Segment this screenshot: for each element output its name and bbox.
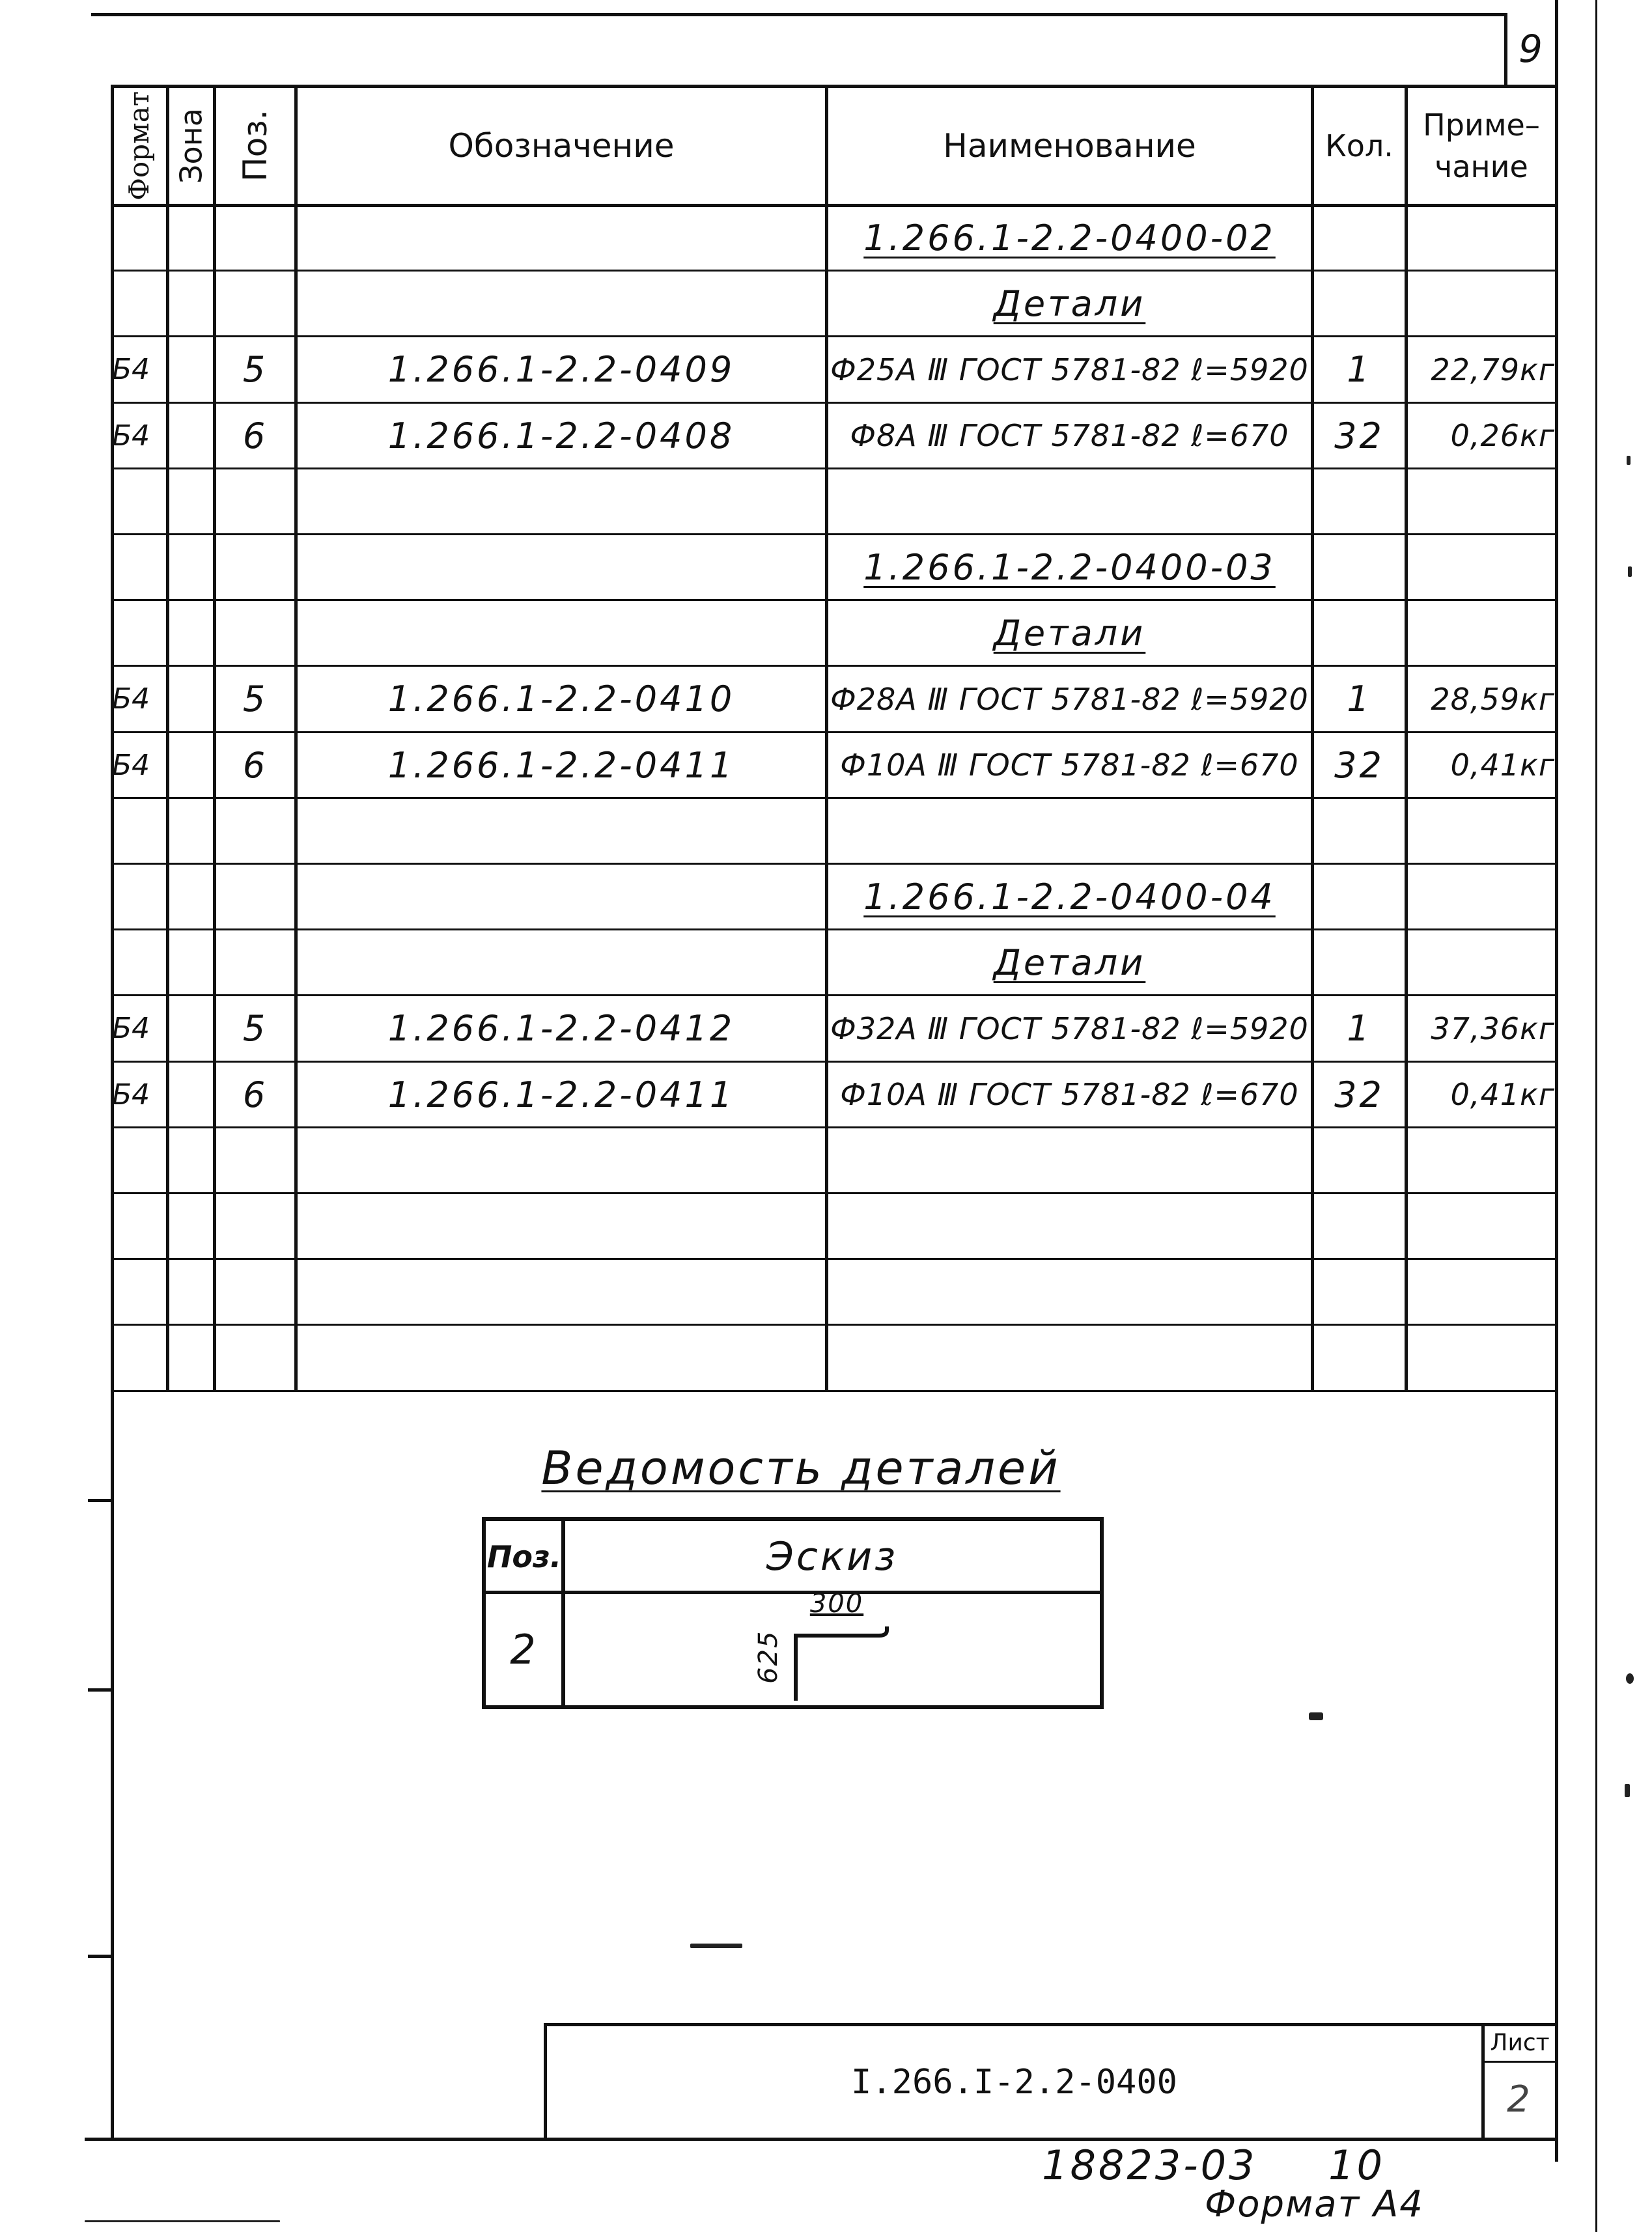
row-qty — [1314, 471, 1405, 532]
row-note — [1408, 932, 1555, 993]
row-qty — [1314, 1262, 1405, 1322]
row-name — [828, 801, 1311, 861]
row-format — [112, 1262, 166, 1322]
row-name: 1.266.1-2.2-0400-02 — [863, 217, 1276, 259]
row-pos — [216, 537, 294, 598]
row-qty: 1 — [1347, 1008, 1372, 1050]
row-separator — [111, 863, 1558, 865]
row-pos — [216, 801, 294, 861]
row-name: Детали — [993, 283, 1146, 325]
row-note — [1408, 867, 1555, 927]
row-designation: 1.266.1-2.2-0410 — [387, 678, 735, 720]
row-note — [1408, 1130, 1555, 1191]
row-designation — [298, 273, 825, 334]
row-pos: 5 — [242, 349, 268, 391]
row-note — [1408, 1196, 1555, 1257]
row-format — [112, 273, 166, 334]
row-separator — [111, 1390, 1558, 1392]
dim-vertical: 625 — [753, 1630, 783, 1684]
row-format: Б4 — [112, 419, 150, 453]
row-qty — [1314, 1328, 1405, 1388]
table-header-bottom — [111, 204, 1558, 207]
row-pos: 6 — [242, 744, 268, 786]
row-format — [112, 208, 166, 268]
row-note: 37,36кг — [1431, 1011, 1555, 1046]
row-note: 0,41кг — [1450, 1077, 1555, 1113]
row-qty — [1314, 1196, 1405, 1257]
margin-tick — [88, 1499, 113, 1502]
row-name — [828, 471, 1311, 532]
header-pos: Поз. — [236, 109, 274, 182]
row-designation — [298, 867, 825, 927]
row-separator — [111, 1061, 1558, 1063]
row-format: Б4 — [112, 353, 150, 387]
row-designation: 1.266.1-2.2-0411 — [387, 744, 735, 786]
row-pos — [216, 1328, 294, 1388]
row-pos: 5 — [242, 1008, 268, 1050]
row-format — [112, 537, 166, 598]
header-qty: Кол. — [1325, 128, 1393, 163]
row-separator — [111, 1126, 1558, 1128]
stamp-sheet-label: Лист — [1490, 2030, 1550, 2056]
row-name: 1.266.1-2.2-0400-03 — [863, 547, 1276, 589]
frame-right-line — [1555, 0, 1558, 2162]
row-note: 0,26кг — [1450, 418, 1555, 454]
row-note — [1408, 1328, 1555, 1388]
row-qty: 32 — [1334, 1074, 1384, 1115]
row-note — [1408, 603, 1555, 663]
row-separator — [111, 402, 1558, 404]
row-separator — [111, 599, 1558, 601]
row-pos — [216, 603, 294, 663]
row-designation: 1.266.1-2.2-0409 — [387, 349, 735, 391]
row-designation — [298, 471, 825, 532]
row-separator — [111, 731, 1558, 733]
row-pos — [216, 471, 294, 532]
row-separator — [111, 1258, 1558, 1260]
row-note — [1408, 471, 1555, 532]
row-name: 1.266.1-2.2-0400-04 — [863, 876, 1276, 918]
dim-horizontal: 300 — [809, 1589, 864, 1619]
row-note: 22,79кг — [1431, 352, 1555, 387]
row-qty — [1314, 932, 1405, 993]
row-separator — [111, 335, 1558, 337]
row-name: Ф28А Ⅲ ГОСТ 5781-82 ℓ=5920 — [830, 681, 1309, 717]
details-title: Ведомость деталей — [541, 1442, 1061, 1495]
row-name: Ф32А Ⅲ ГОСТ 5781-82 ℓ=5920 — [830, 1011, 1309, 1046]
row-designation — [298, 208, 825, 268]
row-designation — [298, 1130, 825, 1191]
margin-tick — [88, 1688, 113, 1692]
details-col-sketch: Эскиз — [766, 1533, 899, 1580]
row-note: 0,41кг — [1450, 747, 1555, 783]
header-format: Формат — [123, 91, 155, 201]
scan-speck — [1625, 1784, 1630, 1797]
row-name: Ф8А Ⅲ ГОСТ 5781-82 ℓ=670 — [850, 418, 1289, 454]
sheet-corner-number: 9 — [1519, 27, 1545, 71]
header-note-line1: Приме– — [1423, 107, 1540, 143]
row-name: Детали — [993, 942, 1146, 984]
row-separator — [111, 270, 1558, 272]
header-zone: Зона — [173, 108, 209, 184]
row-pos — [216, 1262, 294, 1322]
row-format — [112, 867, 166, 927]
row-separator — [111, 797, 1558, 799]
row-designation: 1.266.1-2.2-0412 — [387, 1008, 735, 1050]
margin-tick — [88, 1955, 113, 1958]
stamp-sheet-number: 2 — [1507, 2078, 1533, 2121]
row-qty — [1314, 273, 1405, 334]
corner-box-left — [1504, 13, 1507, 85]
footer-archive-number: 18823-03 — [1042, 2141, 1257, 2189]
row-note — [1408, 208, 1555, 268]
row-name: Ф10А Ⅲ ГОСТ 5781-82 ℓ=670 — [840, 1077, 1299, 1113]
row-format: Б4 — [112, 748, 150, 782]
row-pos: 6 — [242, 1074, 268, 1115]
row-pos — [216, 273, 294, 334]
row-qty: 1 — [1347, 349, 1372, 391]
row-note — [1408, 1262, 1555, 1322]
row-qty: 1 — [1347, 678, 1372, 720]
row-note: 28,59кг — [1431, 681, 1555, 717]
row-qty — [1314, 1130, 1405, 1191]
row-designation — [298, 1328, 825, 1388]
row-name — [828, 1328, 1311, 1388]
row-qty — [1314, 867, 1405, 927]
row-separator — [111, 533, 1558, 535]
row-name — [828, 1196, 1311, 1257]
details-col-pos: Поз. — [486, 1539, 562, 1574]
row-note — [1408, 801, 1555, 861]
details-pos-value: 2 — [510, 1625, 539, 1673]
row-pos: 5 — [242, 678, 268, 720]
row-note — [1408, 273, 1555, 334]
scan-speck — [1628, 566, 1632, 577]
footer-format: Формат А4 — [1205, 2183, 1424, 2225]
stamp-designation: I.266.I-2.2-0400 — [851, 2062, 1177, 2102]
header-name: Наименование — [943, 127, 1196, 165]
header-designation: Обозначение — [448, 127, 675, 165]
row-separator — [111, 994, 1558, 996]
scan-speck — [690, 1944, 742, 1948]
row-format — [112, 1196, 166, 1257]
row-separator — [111, 928, 1558, 930]
scan-speck — [1309, 1712, 1323, 1720]
row-note — [1408, 537, 1555, 598]
row-pos — [216, 1196, 294, 1257]
row-format — [112, 801, 166, 861]
row-separator — [111, 1324, 1558, 1326]
row-qty — [1314, 603, 1405, 663]
row-separator — [111, 1192, 1558, 1194]
row-format — [112, 1130, 166, 1191]
row-name — [828, 1262, 1311, 1322]
row-format — [112, 1328, 166, 1388]
row-name: Ф25А Ⅲ ГОСТ 5781-82 ℓ=5920 — [830, 352, 1309, 387]
row-qty — [1314, 801, 1405, 861]
row-separator — [111, 665, 1558, 667]
row-format — [112, 471, 166, 532]
frame-far-right-line — [1595, 0, 1597, 2232]
row-designation: 1.266.1-2.2-0411 — [387, 1074, 735, 1115]
row-designation — [298, 801, 825, 861]
row-separator — [111, 467, 1558, 469]
row-pos: 6 — [242, 415, 268, 456]
header-note — [1408, 88, 1555, 204]
row-designation — [298, 932, 825, 993]
row-designation — [298, 537, 825, 598]
row-name — [828, 1130, 1311, 1191]
row-format — [112, 603, 166, 663]
row-name: Детали — [993, 613, 1146, 654]
scan-speck — [85, 2220, 280, 2222]
row-qty — [1314, 208, 1405, 268]
row-format: Б4 — [112, 682, 150, 716]
row-pos — [216, 208, 294, 268]
row-name: Ф10А Ⅲ ГОСТ 5781-82 ℓ=670 — [840, 747, 1299, 783]
row-pos — [216, 932, 294, 993]
row-pos — [216, 1130, 294, 1191]
col-line — [166, 85, 169, 1390]
row-designation — [298, 1262, 825, 1322]
row-qty: 32 — [1334, 415, 1384, 456]
footer-page-number: 10 — [1328, 2141, 1385, 2189]
row-pos — [216, 867, 294, 927]
scan-speck — [1627, 456, 1631, 465]
row-designation: 1.266.1-2.2-0408 — [387, 415, 735, 456]
row-designation — [298, 1196, 825, 1257]
row-format — [112, 932, 166, 993]
row-designation — [298, 603, 825, 663]
row-format: Б4 — [112, 1012, 150, 1046]
row-qty — [1314, 537, 1405, 598]
row-qty: 32 — [1334, 744, 1384, 786]
frame-top-line — [91, 13, 1504, 16]
header-note-line2: чание — [1435, 149, 1528, 184]
scan-speck — [1626, 1673, 1634, 1684]
row-format: Б4 — [112, 1078, 150, 1111]
